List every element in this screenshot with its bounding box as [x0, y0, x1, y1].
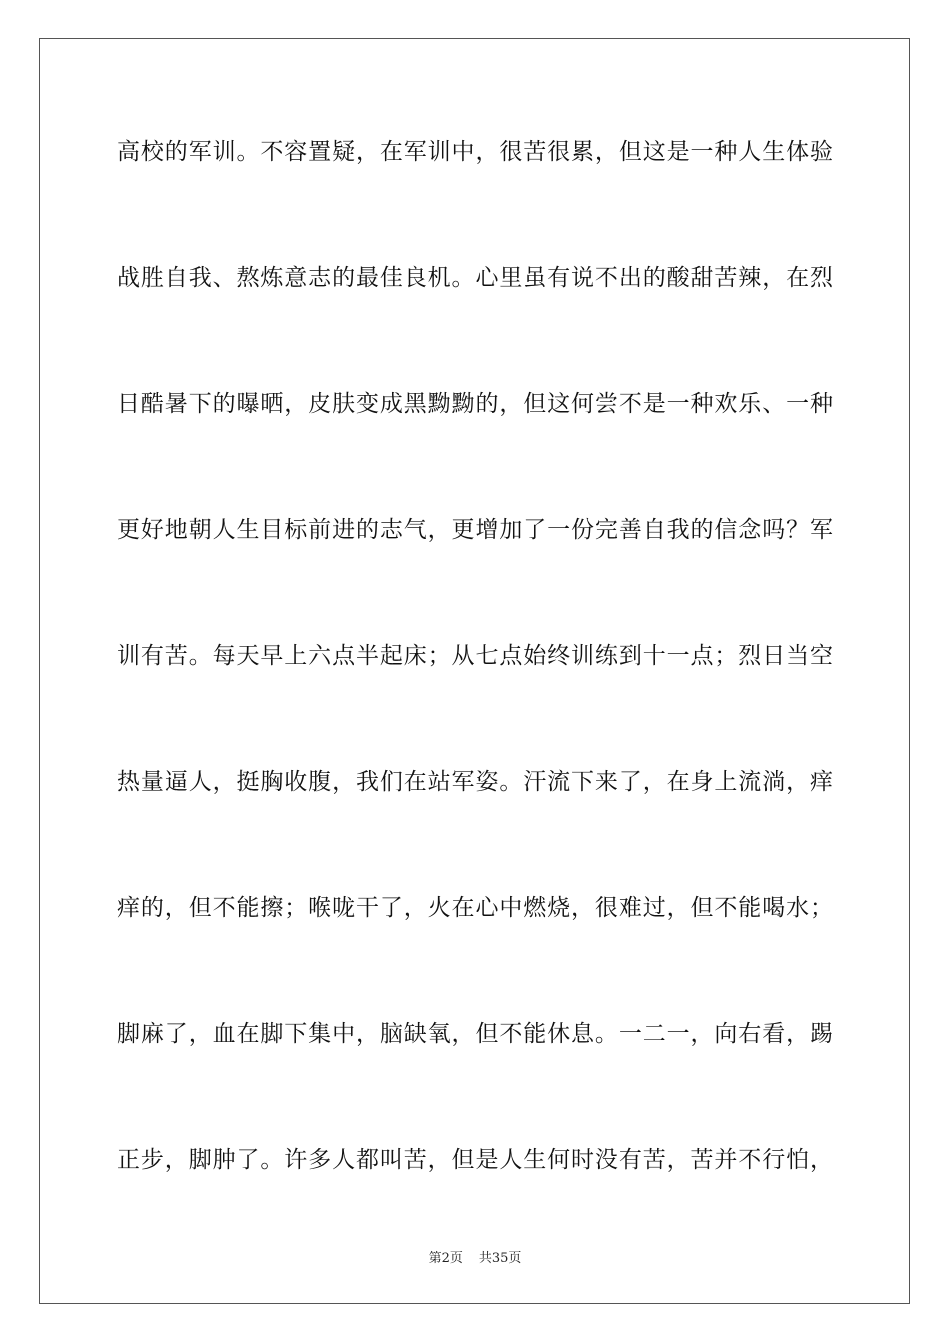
text-line-2: 战胜自我、熬炼意志的最佳良机。心里虽有说不出的酸甜苦辣，在烈: [117, 265, 833, 291]
text-line-3: 日酷暑下的曝晒，皮肤变成黑黝黝的，但这何尝不是一种欢乐、一种: [117, 391, 833, 417]
total-pages: 共35页: [478, 1251, 522, 1266]
text-line-7: 痒的，但不能擦；喉咙干了，火在心中燃烧，很难过，但不能喝水；: [117, 895, 833, 921]
text-line-8: 脚麻了，血在脚下集中，脑缺氧，但不能休息。一二一，向右看，踢: [117, 1021, 833, 1047]
text-line-9: 正步，脚肿了。许多人都叫苦，但是人生何时没有苦，苦并不行怕，: [117, 1147, 833, 1173]
text-line-5: 训有苦。每天早上六点半起床；从七点始终训练到十一点；烈日当空: [117, 643, 833, 669]
text-line-4: 更好地朝人生目标前进的志气，更增加了一份完善自我的信念吗？军: [117, 517, 833, 543]
page-footer: [0, 1247, 950, 1266]
document-body: [117, 127, 833, 1261]
text-line-6: 热量逼人，挺胸收腹，我们在站军姿。汗流下来了，在身上流淌，痒: [117, 769, 833, 795]
page-number: 第2页: [428, 1251, 463, 1266]
text-line-1: 高校的军训。不容置疑，在军训中，很苦很累，但这是一种人生体验: [117, 139, 833, 165]
